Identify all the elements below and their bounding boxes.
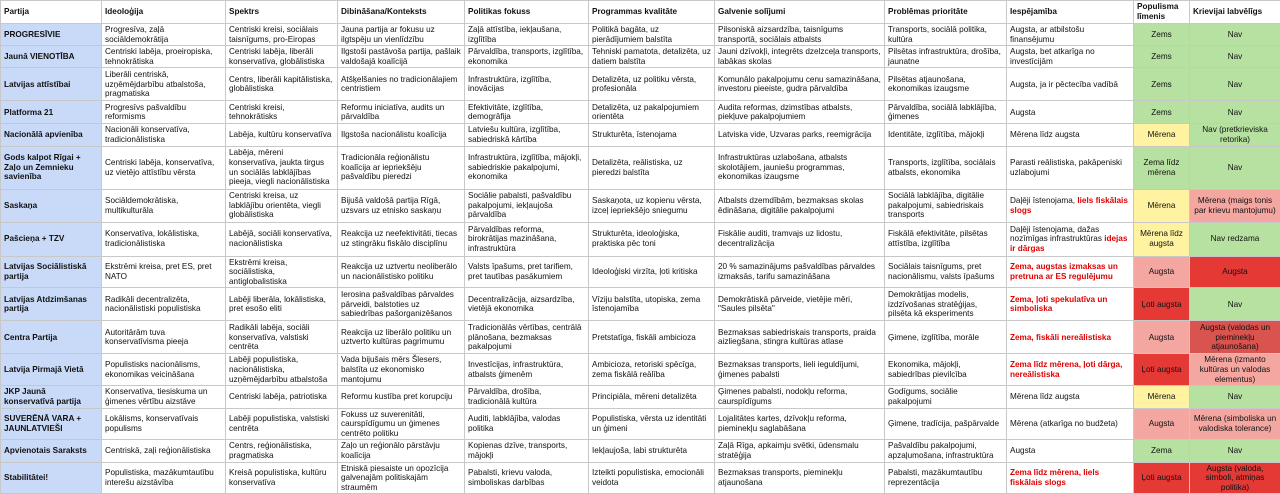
table-row bbox=[1, 101, 1280, 124]
founding-cell: Bijušā valdošā partija Rīgā, uzsvars uz etnisko saskaņu bbox=[338, 189, 465, 222]
founding-cell: Reakcija uz neefektivitāti, tiecas uz stingrāku fiskālo disciplīnu bbox=[338, 222, 465, 256]
table-row bbox=[1, 462, 1280, 494]
table-row bbox=[1, 386, 1280, 408]
likelihood-warning: liels fiskālais slogs bbox=[1010, 196, 1128, 215]
spectrum-cell: Labēji populistiska, valstiski centrēta bbox=[226, 408, 338, 440]
russia-favorable: Nav bbox=[1190, 288, 1280, 321]
founding-cell: Etniskā piesaiste un opozīcija galvenajām politiskajām straumēm bbox=[338, 462, 465, 494]
founding-cell: Reakcija uz liberālo politiku un uztverto kultūras pagrimumu bbox=[338, 321, 465, 354]
likelihood-cell bbox=[1007, 354, 1134, 386]
promises-cell: Jauni dzīvokļi, integrēts dzelzceļa transports, labākas skolas bbox=[715, 46, 885, 68]
priority-cell: Fiskālā efektivitāte, pilsētas attīstība, izglītība bbox=[885, 222, 1007, 256]
likelihood-text: Daļēji īstenojama, dažas nozīmīgas infrastruktūras bbox=[1010, 225, 1104, 244]
column-header: Iespējamība bbox=[1007, 1, 1134, 24]
header-row bbox=[1, 1, 1280, 24]
table-row bbox=[1, 440, 1280, 462]
column-header: Ideoloģija bbox=[102, 1, 226, 24]
promises-cell: Demokrātiskā pārveide, vietējie mēri, "Saules pilsēta" bbox=[715, 288, 885, 321]
spectrum-cell: Centrs, reģionālistiska, pragmatiska bbox=[226, 440, 338, 462]
priority-cell: Pilsētas infrastruktūra, drošība, jaunatne bbox=[885, 46, 1007, 68]
promises-cell: Lojalitātes kartes, dzīvokļu reforma, pieminekļu saglabāšana bbox=[715, 408, 885, 440]
likelihood-text: Zema līdz mērena, ļoti dārga, nereālistiska bbox=[1010, 360, 1122, 379]
focus-cell: Zaļā attīstība, iekļaušana, izglītība bbox=[465, 24, 589, 46]
russia-favorable: Nav bbox=[1190, 68, 1280, 101]
spectrum-cell: Labēja, mēreni konservatīva, jaukta tirgus un sociālās labklājības pieeja, viegli nacionālistiska bbox=[226, 146, 338, 189]
ideology-cell: Sociāldemokrātiska, multikulturāla bbox=[102, 189, 226, 222]
russia-favorable: Nav bbox=[1190, 440, 1280, 462]
likelihood-cell bbox=[1007, 24, 1134, 46]
priority-cell: Ģimene, tradīcija, pašpārvalde bbox=[885, 408, 1007, 440]
likelihood-text: Zema līdz mērena, liels fiskālais slogs bbox=[1010, 468, 1099, 487]
promises-cell: Bezmaksas transports, pieminekļu atjaunošana bbox=[715, 462, 885, 494]
populism-level: Mērena bbox=[1134, 189, 1190, 222]
quality-cell: Tehniski pamatota, detalizēta, uz datiem balstīta bbox=[589, 46, 715, 68]
table-body bbox=[1, 24, 1280, 494]
russia-favorable: Nav bbox=[1190, 46, 1280, 68]
table-row bbox=[1, 146, 1280, 189]
populism-level: Augsta bbox=[1134, 321, 1190, 354]
focus-cell: Efektivitāte, izglītība, demogrāfija bbox=[465, 101, 589, 124]
quality-cell: Vīziju balstīta, utopiska, zema īstenojamība bbox=[589, 288, 715, 321]
party-name: Pašcieņa + TZV bbox=[1, 222, 102, 256]
promises-cell: Latviska vide, Uzvaras parks, reemigrācija bbox=[715, 124, 885, 146]
russia-favorable: Mērena (izmanto kultūras un valodas elementus) bbox=[1190, 354, 1280, 386]
russia-favorable: Nav bbox=[1190, 386, 1280, 408]
focus-cell: Pabalsti, krievu valoda, simboliskas darbības bbox=[465, 462, 589, 494]
likelihood-cell bbox=[1007, 440, 1134, 462]
russia-favorable: Nav bbox=[1190, 101, 1280, 124]
party-name: Centra Partija bbox=[1, 321, 102, 354]
spectrum-cell: Centriski labēja, patriotiska bbox=[226, 386, 338, 408]
priority-cell: Pašvaldību pakalpojumi, apzaļumošana, infrastruktūra bbox=[885, 440, 1007, 462]
quality-cell: Saskaņota, uz kopienu vērsta, izceļ iepriekšējo sniegumu bbox=[589, 189, 715, 222]
populism-level: Mērena līdz augsta bbox=[1134, 222, 1190, 256]
ideology-cell: Konservatīva, tiesiskuma un ģimenes vērtību aizstāve bbox=[102, 386, 226, 408]
likelihood-text: Mērena (atkarīga no budžeta) bbox=[1010, 419, 1118, 428]
promises-cell: Zaļā Rīga, apkaimju svētki, ūdensmalu stratēģija bbox=[715, 440, 885, 462]
focus-cell: Latviešu kultūra, izglītība, sabiedriskā kārtība bbox=[465, 124, 589, 146]
russia-favorable: Mērena (simboliska un valodiska tolerance) bbox=[1190, 408, 1280, 440]
spectrum-cell: Centrs, liberāli kapitālistiska, globālistiska bbox=[226, 68, 338, 101]
spectrum-cell: Labēja, kultūru konservatīva bbox=[226, 124, 338, 146]
populism-level: Ļoti augsta bbox=[1134, 288, 1190, 321]
promises-cell: Komunālo pakalpojumu cenu samazināšana, investoru pieeiste, gudra pārvaldība bbox=[715, 68, 885, 101]
likelihood-text: Daļēji īstenojama, bbox=[1010, 196, 1077, 205]
column-header: Politikas fokuss bbox=[465, 1, 589, 24]
ideology-cell: Centriski labēja, proeiropiska, tehnokrātiska bbox=[102, 46, 226, 68]
focus-cell: Sociālie pabalsti, pašvaldību pakalpojumi, iekļaujoša pārvaldība bbox=[465, 189, 589, 222]
populism-level: Mērena bbox=[1134, 124, 1190, 146]
promises-cell: Bezmaksas sabiedriskais transports, praida aizliegšana, stingra kultūras atlase bbox=[715, 321, 885, 354]
ideology-cell: Populistiska, mazākumtautību interešu aizstāvība bbox=[102, 462, 226, 494]
party-name: Latvijas Atdzimšanas partija bbox=[1, 288, 102, 321]
priority-cell: Godīgums, sociālie pakalpojumi bbox=[885, 386, 1007, 408]
spectrum-cell: Centriski labēja, liberāli konservatīva, globālistiska bbox=[226, 46, 338, 68]
priority-cell: Pabalsti, mazākumtautību reprezentācija bbox=[885, 462, 1007, 494]
likelihood-cell bbox=[1007, 288, 1134, 321]
populism-level: Mērena bbox=[1134, 386, 1190, 408]
ideology-cell: Lokālisms, konservatīvais populisms bbox=[102, 408, 226, 440]
focus-cell: Infrastruktūra, izglītība, inovācijas bbox=[465, 68, 589, 101]
likelihood-cell bbox=[1007, 68, 1134, 101]
ideology-cell: Progresīva, zaļā sociāldemokrātija bbox=[102, 24, 226, 46]
column-header: Spektrs bbox=[226, 1, 338, 24]
party-name: Saskaņa bbox=[1, 189, 102, 222]
focus-cell: Infrastruktūra, izglītība, mājokļi, sabiedriskie pakalpojumi, ekonomika bbox=[465, 146, 589, 189]
table-row bbox=[1, 68, 1280, 101]
populism-level: Zems bbox=[1134, 46, 1190, 68]
focus-cell: Decentralizācija, aizsardzība, vietējā ekonomika bbox=[465, 288, 589, 321]
spectrum-cell: Ekstrēmi kreisa, sociālistiska, antiglobalistiska bbox=[226, 256, 338, 288]
likelihood-cell bbox=[1007, 256, 1134, 288]
party-name: PROGRESĪVIE bbox=[1, 24, 102, 46]
likelihood-warning: idejas ir dārgas bbox=[1010, 234, 1127, 253]
populism-level: Zems bbox=[1134, 68, 1190, 101]
quality-cell: Ambicioza, retoriski spēcīga, zema fiskālā reālība bbox=[589, 354, 715, 386]
populism-level: Zema bbox=[1134, 440, 1190, 462]
founding-cell: Reakcija uz uztvertu neoliberālo un nacionālistisko politiku bbox=[338, 256, 465, 288]
likelihood-cell bbox=[1007, 101, 1134, 124]
column-header: Programmas kvalitāte bbox=[589, 1, 715, 24]
russia-favorable: Nav redzama bbox=[1190, 222, 1280, 256]
party-name: JKP Jaunā konservatīvā partija bbox=[1, 386, 102, 408]
likelihood-text: Zema, augstas izmaksas un pretruna ar ES regulējumu bbox=[1010, 262, 1118, 281]
russia-favorable: Augsta bbox=[1190, 256, 1280, 288]
likelihood-text: Augsta, ja ir pēctecība vadībā bbox=[1010, 80, 1118, 89]
focus-cell: Auditi, labklājība, valodas politika bbox=[465, 408, 589, 440]
quality-cell: Ideoloģiski virzīta, ļoti kritiska bbox=[589, 256, 715, 288]
spectrum-cell: Radikāli labēja, sociāli konservatīva, valstiski centrēta bbox=[226, 321, 338, 354]
populism-level: Zema līdz mērena bbox=[1134, 146, 1190, 189]
populism-level: Augsta bbox=[1134, 408, 1190, 440]
russia-favorable: Nav bbox=[1190, 24, 1280, 46]
ideology-cell: Centriski labēja, konservatīva, uz vietējo attīstību vērsta bbox=[102, 146, 226, 189]
column-header: Krievijai labvēlīgs bbox=[1190, 1, 1280, 24]
populism-level: Ļoti augsta bbox=[1134, 462, 1190, 494]
spectrum-cell: Labējā, sociāli konservatīva, nacionālistiska bbox=[226, 222, 338, 256]
quality-cell: Populistiska, vērsta uz identitāti un ģimeni bbox=[589, 408, 715, 440]
russia-favorable: Augsta (valodas un pieminekļu atjaunošana) bbox=[1190, 321, 1280, 354]
party-name: Nacionālā apvienība bbox=[1, 124, 102, 146]
column-header: Partija bbox=[1, 1, 102, 24]
party-name: SUVERĒNĀ VARA + JAUNLATVIEŠI bbox=[1, 408, 102, 440]
likelihood-cell bbox=[1007, 189, 1134, 222]
ideology-cell: Konservatīva, lokālistiska, tradicionālistiska bbox=[102, 222, 226, 256]
priority-cell: Ekonomika, mājokļi, sabiedrības pievilcība bbox=[885, 354, 1007, 386]
populism-level: Augsta bbox=[1134, 256, 1190, 288]
populism-level: Ļoti augsta bbox=[1134, 354, 1190, 386]
table-row bbox=[1, 189, 1280, 222]
ideology-cell: Radikāli decentralizēta, nacionālistiski populistiska bbox=[102, 288, 226, 321]
promises-cell: Infrastruktūras uzlabošana, atbalsts skolotājiem, jauniešu programmas, ekonomikas izaugsme bbox=[715, 146, 885, 189]
party-name: Jaunā VIENOTĪBA bbox=[1, 46, 102, 68]
party-name: Latvijas attīstībai bbox=[1, 68, 102, 101]
party-name: Gods kalpot Rīgai + Zaļo un Zemnieku savienība bbox=[1, 146, 102, 189]
founding-cell: Atšķelšanies no tradicionālajiem centristiem bbox=[338, 68, 465, 101]
priority-cell: Pārvaldība, sociālā labklājība, ģimenes bbox=[885, 101, 1007, 124]
spectrum-cell: Centriski kreisa, uz labklājību orientēta, viegli globālistiska bbox=[226, 189, 338, 222]
spectrum-cell: Kreisā populistiska, kultūru konservatīva bbox=[226, 462, 338, 494]
founding-cell: Tradicionāla reģionālistu koalīcija ar iepriekšēju pašvaldību pieredzi bbox=[338, 146, 465, 189]
russia-favorable: Nav (pretkrieviska retorika) bbox=[1190, 124, 1280, 146]
likelihood-cell bbox=[1007, 46, 1134, 68]
likelihood-text: Augsta, ar atbilstošu finansējumu bbox=[1010, 25, 1084, 44]
likelihood-text: Augsta, bet atkarīga no investīcijām bbox=[1010, 47, 1095, 66]
promises-cell: 20 % samazinājums pašvaldības pārvaldes izmaksās, tarifu samazināšana bbox=[715, 256, 885, 288]
ideology-cell: Ekstrēmi kreisa, pret ES, pret NATO bbox=[102, 256, 226, 288]
spectrum-cell: Labēji liberāla, lokālistiska, pret esošo eliti bbox=[226, 288, 338, 321]
spectrum-cell: Centriski kreisi, sociālais taisnīgums, pro-Eiropas bbox=[226, 24, 338, 46]
focus-cell: Pārvaldība, drošība, tradicionālā kultūra bbox=[465, 386, 589, 408]
promises-cell: Ģimenes pabalsti, nodokļu reforma, caurspīdīgums bbox=[715, 386, 885, 408]
table-row bbox=[1, 321, 1280, 354]
likelihood-text: Augsta bbox=[1010, 108, 1036, 117]
founding-cell: Reformu iniciatīva, audits un pārvaldība bbox=[338, 101, 465, 124]
populism-level: Zems bbox=[1134, 101, 1190, 124]
party-name: Platforma 21 bbox=[1, 101, 102, 124]
quality-cell: Iekļaujoša, labi strukturēta bbox=[589, 440, 715, 462]
likelihood-text: Zema, ļoti spekulatīva un simboliska bbox=[1010, 295, 1107, 314]
focus-cell: Tradicionālās vērtības, centrālā plānošana, bezmaksas pakalpojumi bbox=[465, 321, 589, 354]
founding-cell: Reformu kustība pret korupciju bbox=[338, 386, 465, 408]
party-name: Latvijas Sociālistiskā partija bbox=[1, 256, 102, 288]
quality-cell: Politikā bagāta, uz pierādījumiem balstīta bbox=[589, 24, 715, 46]
russia-favorable: Nav bbox=[1190, 146, 1280, 189]
likelihood-text: Parasti reālistiska, pakāpeniski uzlabojumi bbox=[1010, 158, 1122, 177]
column-header: Populisma līmenis bbox=[1134, 1, 1190, 24]
priority-cell: Transports, sociālā politika, kultūra bbox=[885, 24, 1007, 46]
quality-cell: Strukturēta, īstenojama bbox=[589, 124, 715, 146]
promises-cell: Bezmaksas transports, lieli ieguldījumi, ģimenes pabalsti bbox=[715, 354, 885, 386]
founding-cell: Jauna partija ar fokusu uz ilgtspēju un vienlīdzību bbox=[338, 24, 465, 46]
likelihood-cell bbox=[1007, 386, 1134, 408]
party-name: Stabilitātei! bbox=[1, 462, 102, 494]
promises-cell: Audita reformas, dzimstības atbalsts, piekļuve pakalpojumiem bbox=[715, 101, 885, 124]
ideology-cell: Progresīvs pašvaldību reformisms bbox=[102, 101, 226, 124]
likelihood-cell bbox=[1007, 222, 1134, 256]
focus-cell: Pārvaldība, transports, izglītība, ekonomika bbox=[465, 46, 589, 68]
quality-cell: Detalizēta, uz politiku vērsta, profesionāla bbox=[589, 68, 715, 101]
priority-cell: Identitāte, izglītība, mājokļi bbox=[885, 124, 1007, 146]
promises-cell: Atbalsts dzemdībām, bezmaksas skolas ēdināšana, digitālie pakalpojumi bbox=[715, 189, 885, 222]
priority-cell: Sociālais taisnīgums, pret nacionālismu, valsts īpašums bbox=[885, 256, 1007, 288]
russia-favorable: Mērena (maigs tonis par krievu mantojumu) bbox=[1190, 189, 1280, 222]
ideology-cell: Liberāli centriskā, uzņēmējdarbību atbalstoša, pragmatiska bbox=[102, 68, 226, 101]
founding-cell: Ierosina pašvaldības pārvaldes pārveidi, balstoties uz sabiedrības pašorganizēšanos bbox=[338, 288, 465, 321]
founding-cell: Zaļo un reģionālo pārstāvju koalīcija bbox=[338, 440, 465, 462]
priority-cell: Demokrātijas modelis, izdzīvošanas stratēģijas, pilsēta kā eksperiments bbox=[885, 288, 1007, 321]
table-row bbox=[1, 354, 1280, 386]
founding-cell: Vada bijušais mērs Šlesers, balstīta uz ekonomisko mantojumu bbox=[338, 354, 465, 386]
quality-cell: Pretstatīga, fiskāli ambicioza bbox=[589, 321, 715, 354]
quality-cell: Principiāla, mēreni detalizēta bbox=[589, 386, 715, 408]
russia-favorable: Augsta (valoda, simboli, atmiņas politika) bbox=[1190, 462, 1280, 494]
ideology-cell: Nacionāli konservatīva, tradicionālistiska bbox=[102, 124, 226, 146]
quality-cell: Strukturēta, ideoloģiska, praktiska pēc toni bbox=[589, 222, 715, 256]
focus-cell: Kopienas dzīve, transports, mājokļi bbox=[465, 440, 589, 462]
founding-cell: Fokuss uz suverenitāti, caurspīdīgumu un ģimenes centrēto politiku bbox=[338, 408, 465, 440]
quality-cell: Detalizēta, uz pakalpojumiem orientēta bbox=[589, 101, 715, 124]
likelihood-text: Mērena līdz augsta bbox=[1010, 130, 1080, 139]
table-row bbox=[1, 124, 1280, 146]
column-header: Problēmas prioritāte bbox=[885, 1, 1007, 24]
focus-cell: Investīcijas, infrastruktūra, atbalsts ģimenēm bbox=[465, 354, 589, 386]
quality-cell: Izteikti populistiska, emocionāli veidota bbox=[589, 462, 715, 494]
focus-cell: Valsts īpašums, pret tarifiem, pret tautības pasākumiem bbox=[465, 256, 589, 288]
focus-cell: Pārvaldības reforma, birokrātijas mazināšana, infrastruktūra bbox=[465, 222, 589, 256]
priority-cell: Pilsētas atjaunošana, ekonomikas izaugsme bbox=[885, 68, 1007, 101]
spectrum-cell: Centriski kreisi, tehnokrātisks bbox=[226, 101, 338, 124]
table-row bbox=[1, 24, 1280, 46]
ideology-cell: Populistisks nacionālisms, ekonomikas veicināšana bbox=[102, 354, 226, 386]
founding-cell: Ilgstoši pastāvoša partija, pašlaik valdošajā koalīcijā bbox=[338, 46, 465, 68]
table-row bbox=[1, 288, 1280, 321]
likelihood-text: Augsta bbox=[1010, 446, 1036, 455]
promises-cell: Pilsoniskā aizsardzība, taisnīgums transportā, sociālais atbalsts bbox=[715, 24, 885, 46]
likelihood-cell bbox=[1007, 408, 1134, 440]
priority-cell: Ģimene, izglītība, morāle bbox=[885, 321, 1007, 354]
ideology-cell: Centriskā, zaļi reģionālistiska bbox=[102, 440, 226, 462]
likelihood-cell bbox=[1007, 146, 1134, 189]
spectrum-cell: Labēji populistiska, nacionālistiska, uzņēmējdarbību atbalstoša bbox=[226, 354, 338, 386]
likelihood-text: Mērena līdz augsta bbox=[1010, 392, 1080, 401]
column-header: Dibināšana/Konteksts bbox=[338, 1, 465, 24]
party-name: Apvienotais Saraksts bbox=[1, 440, 102, 462]
promises-cell: Fiskālie auditi, tramvajs uz lidostu, decentralizācija bbox=[715, 222, 885, 256]
column-header: Galvenie solījumi bbox=[715, 1, 885, 24]
likelihood-cell bbox=[1007, 124, 1134, 146]
populism-level: Zems bbox=[1134, 24, 1190, 46]
founding-cell: Ilgstoša nacionālistu koalīcija bbox=[338, 124, 465, 146]
likelihood-text: Zema, fiskāli nereālistiska bbox=[1010, 333, 1111, 342]
quality-cell: Detalizēta, reālistiska, uz pieredzi balstīta bbox=[589, 146, 715, 189]
priority-cell: Transports, izglītība, sociālais atbalsts, ekonomika bbox=[885, 146, 1007, 189]
table-row bbox=[1, 408, 1280, 440]
priority-cell: Sociālā labklājība, digitālie pakalpojumi, sabiedriskais transports bbox=[885, 189, 1007, 222]
table-row bbox=[1, 46, 1280, 68]
ideology-cell: Autoritārām tuva konservatīvisma pieeja bbox=[102, 321, 226, 354]
table-row bbox=[1, 222, 1280, 256]
table-row bbox=[1, 256, 1280, 288]
likelihood-cell bbox=[1007, 462, 1134, 494]
likelihood-cell bbox=[1007, 321, 1134, 354]
party-name: Latvija Pirmajā Vietā bbox=[1, 354, 102, 386]
